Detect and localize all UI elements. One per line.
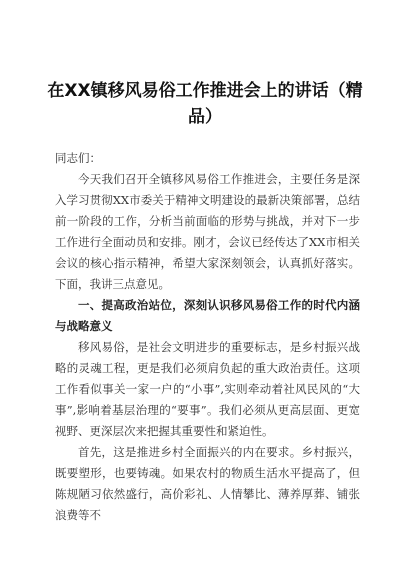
document-body xyxy=(55,148,360,526)
section-heading-1: 一、提高政治站位，深刻认识移风易俗工作的时代内涵与战略意义 xyxy=(55,298,360,333)
salutation: 同志们： xyxy=(55,151,101,165)
paragraph-first-point: 首先，这是推进乡村全面振兴的内在要求。乡村振兴，既要塑形，也要铸魂。如果农村的物质生活水平提高了，但陈规陋习依然盛行，高价彩礼、人情攀比、薄养厚葬、铺张浪费等不 xyxy=(55,445,360,522)
paragraph-intro: 今天我们召开全镇移风易俗工作推进会，主要任务是深入学习贯彻XX市委关于精神文明建设的最新决策部署，总结前一阶段的工作，分析当前面临的形势与挑战，并对下一步工作进行全面动员和安排。刚才，会议已经传达了XX市相关会议的核心指示精神，希望大家深刻领会，认真抓好落实。下面，我讲三点意见。 xyxy=(55,172,360,291)
paragraph-significance: 移风易俗，是社会文明进步的重要标志，是乡村振兴战略的灵魂工程，更是我们必须肩负起的重大政治责任。这项工作看似事关一家一户的“小事”,实则牵动着社风民风的“大事”,影响着基层治理的“要事”。我们必须从更高层面、更宽视野、更深层次来把握其重要性和紧迫性。 xyxy=(55,340,360,438)
document-title: 在XX镇移风易俗工作推进会上的讲话（精品） xyxy=(47,81,363,127)
